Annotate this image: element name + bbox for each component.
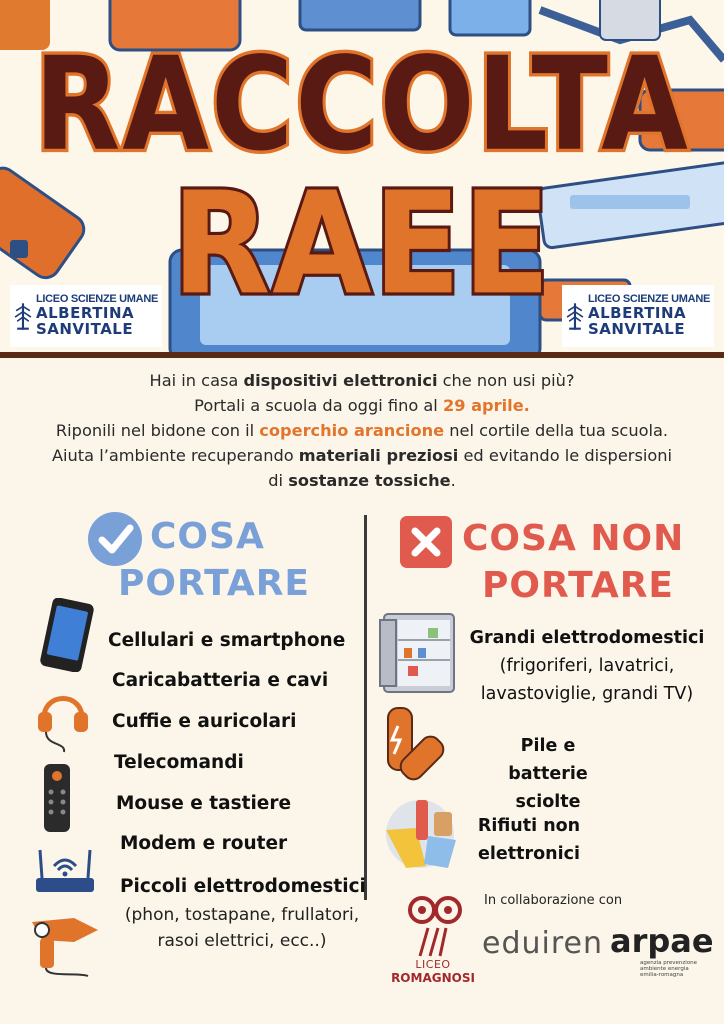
school-logo-right bbox=[562, 285, 714, 347]
batteries-icon bbox=[384, 704, 458, 782]
header-divider bbox=[0, 352, 724, 358]
no-heading-2: PORTARE bbox=[482, 565, 675, 606]
yes-heading-1: COSA bbox=[150, 516, 265, 557]
list-item: Cuffie e auricolari bbox=[112, 711, 297, 732]
school-line1: LICEO SCIENZE UMANE bbox=[587, 293, 710, 306]
arpae-subtitle: agenzia prevenzione ambiente energia emilia-romagna bbox=[640, 960, 698, 978]
router-icon bbox=[34, 846, 96, 896]
intro-text: Hai in casa dispositivi elettronici che non usi più? Portali a scuola da oggi fino al 29 aprile. Riponili nel bidone con il coperchio arancione nel cortile della tua scuola. Aiuta l’ambiente recuperando materiali preziosi ed evitando le dispersioni di sostanze tossiche. bbox=[51, 371, 673, 490]
school-logo-left bbox=[10, 285, 162, 347]
check-icon bbox=[88, 512, 142, 566]
remote-control-icon bbox=[40, 762, 74, 834]
headphones-icon bbox=[36, 684, 90, 754]
no-item-batteries: Pile e batterie sciolte bbox=[508, 736, 588, 812]
small-appliances-note-2: rasoi elettrici, ecc..) bbox=[157, 931, 327, 951]
eduiren-logo: eduiren bbox=[482, 926, 603, 961]
school-line1: LICEO SCIENZE UMANE bbox=[35, 293, 158, 306]
school-line3: SANVITALE bbox=[587, 319, 686, 338]
tree-icon bbox=[566, 288, 584, 344]
x-icon bbox=[400, 516, 452, 568]
no-item-large-appliances: Grandi elettrodomestici (frigoriferi, lavatrici, lavastoviglie, grandi TV) bbox=[469, 628, 705, 704]
small-appliances-note-1: (phon, tostapane, frullatori, bbox=[124, 905, 360, 925]
no-item-non-electronic-waste: Rifiuti non elettronici bbox=[477, 816, 581, 864]
list-item: Caricabatteria e cavi bbox=[112, 670, 329, 691]
hero-banner bbox=[0, 0, 724, 355]
school-line3: SANVITALE bbox=[35, 319, 134, 338]
list-item: Modem e router bbox=[120, 833, 288, 854]
title-line-2: RAEE bbox=[171, 162, 553, 327]
smartphone-icon bbox=[38, 598, 100, 672]
tree-icon bbox=[14, 288, 32, 344]
list-item: Piccoli elettrodomestici bbox=[120, 876, 366, 897]
yes-heading-2: PORTARE bbox=[118, 563, 311, 604]
owl-logo-icon bbox=[404, 894, 466, 958]
hair-dryer-icon bbox=[28, 912, 102, 978]
fridge-icon bbox=[378, 610, 458, 696]
collaboration-label: In collaborazione con bbox=[484, 893, 623, 908]
school-line2: ALBERTINA bbox=[35, 304, 135, 323]
list-item: Cellulari e smartphone bbox=[108, 630, 346, 651]
school-line2: ALBERTINA bbox=[587, 304, 687, 323]
title-line-1: RACCOLTA bbox=[34, 30, 690, 180]
list-item: Mouse e tastiere bbox=[116, 793, 292, 814]
list-item: Telecomandi bbox=[114, 752, 244, 773]
column-divider bbox=[364, 515, 367, 900]
waste-icon bbox=[376, 790, 468, 874]
no-heading-1: COSA NON bbox=[462, 518, 685, 559]
arpae-logo: arpae bbox=[610, 922, 714, 960]
liceo-romagnosi-logo: LICEO ROMAGNOSI bbox=[391, 958, 475, 985]
